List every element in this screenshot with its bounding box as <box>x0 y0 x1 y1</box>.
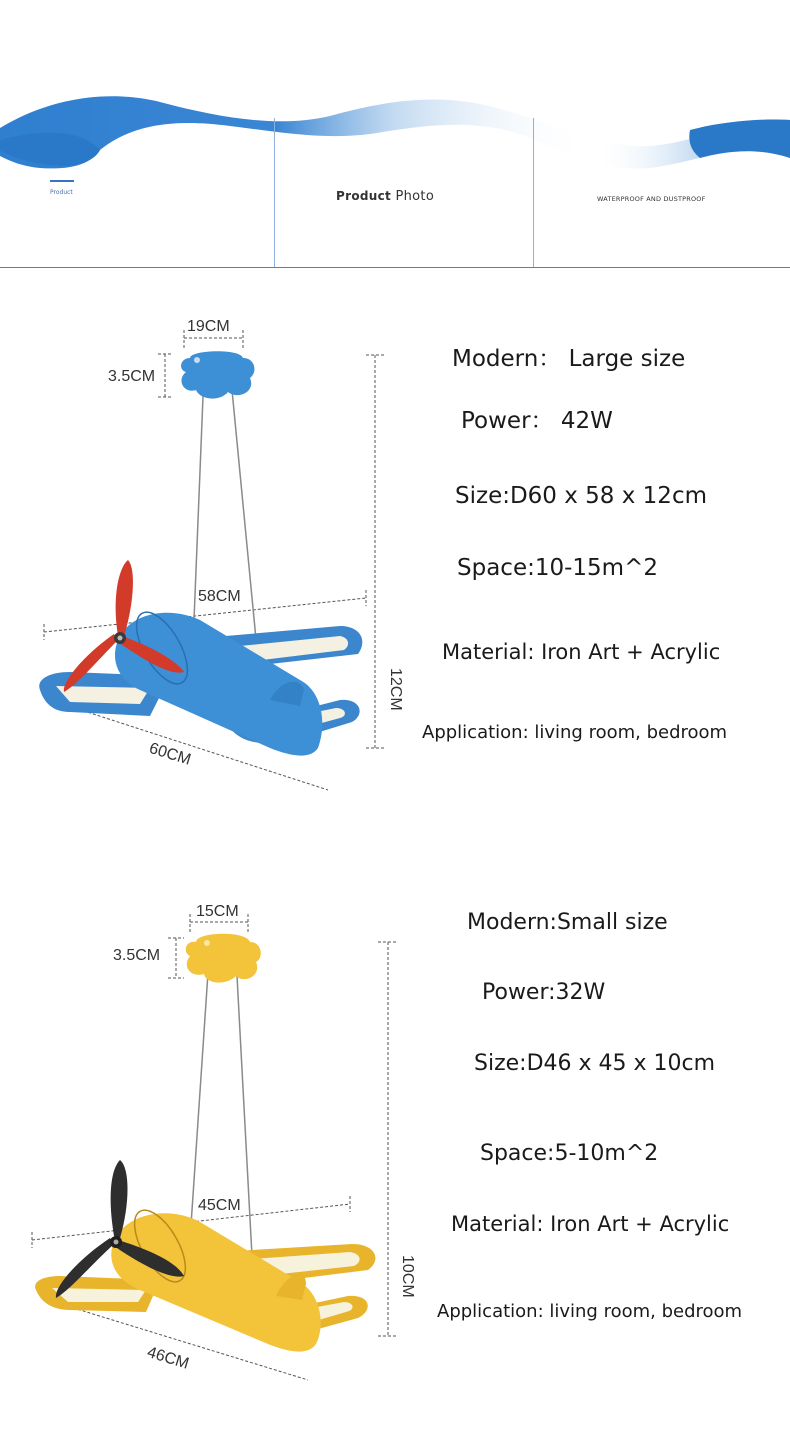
small-spec-material: Material: Iron Art + Acrylic <box>451 1212 730 1236</box>
small-spec-space: Space:5-10m^2 <box>480 1141 659 1166</box>
small-spec-power: Power:32W <box>482 980 606 1005</box>
small-ceiling-mount <box>186 934 261 983</box>
large-spec-power: Power： 42W <box>461 408 613 434</box>
small-mount-height-label: 3.5CM <box>113 947 161 964</box>
tab-waterproof[interactable]: WATERPROOF AND DUSTPROOF <box>597 195 706 203</box>
small-spec-application: Application: living room, bedroom <box>437 1301 743 1322</box>
small-spec-model: Modern:Small size <box>467 910 668 935</box>
small-height-label: 10CM <box>399 1255 416 1298</box>
large-spec-application: Application: living room, bedroom <box>422 722 728 743</box>
small-wing-width-label: 45CM <box>198 1197 241 1214</box>
large-mount-width-label: 19CM <box>187 318 230 335</box>
large-mount-height-label: 3.5CM <box>108 368 156 385</box>
small-mount-width-label: 15CM <box>196 903 239 920</box>
tab-product[interactable]: Product <box>50 189 73 196</box>
small-spec-size: Size:D46 x 45 x 10cm <box>474 1051 716 1076</box>
large-length-label: 60CM <box>147 740 193 769</box>
tab-product-photo-label: Photo <box>395 189 435 204</box>
large-spec-model: Modern： Large size <box>452 346 686 372</box>
large-spec-space: Space:10-15m^2 <box>457 555 658 581</box>
large-spec-material: Material: Iron Art + Acrylic <box>442 640 721 664</box>
large-spec-size: Size:D60 x 58 x 12cm <box>455 483 707 509</box>
small-length-label: 46CM <box>145 1344 191 1373</box>
tab-product-photo-bold: Product <box>336 189 392 203</box>
large-height-label: 12CM <box>387 668 404 711</box>
large-wing-width-label: 58CM <box>198 588 241 605</box>
